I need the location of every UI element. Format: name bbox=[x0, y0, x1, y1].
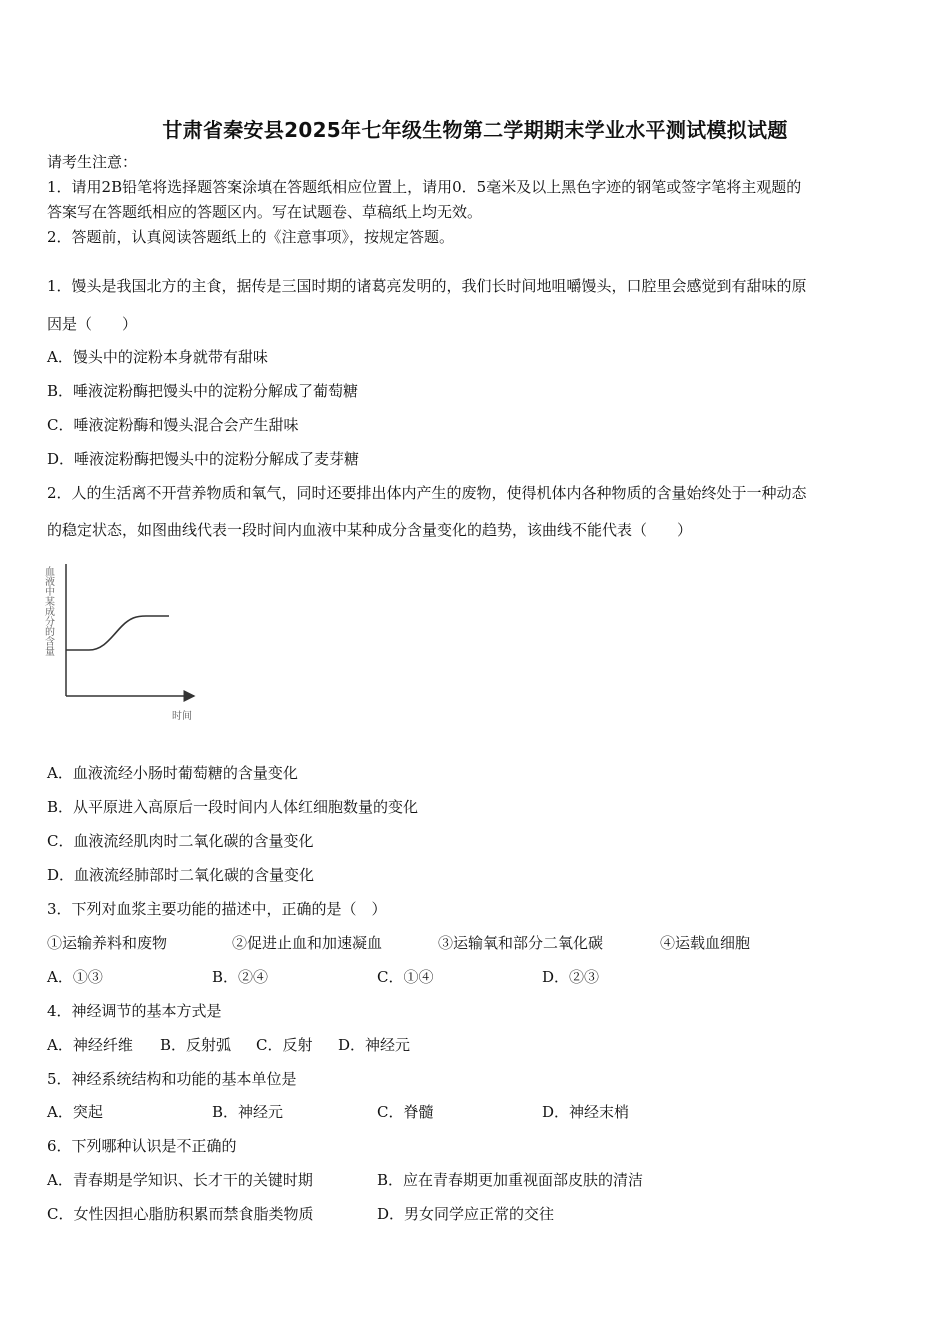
q5-stem: 5．神经系统结构和功能的基本单位是 bbox=[47, 1070, 297, 1088]
q5-option-a: A．突起 bbox=[47, 1103, 103, 1121]
notice-heading: 请考生注意： bbox=[47, 153, 138, 171]
q2-stem-line-2: 的稳定状态，如图曲线代表一段时间内血液中某种成分含量变化的趋势，该曲线不能代表（ ） bbox=[47, 521, 693, 539]
q6-option-d: D．男女同学应正常的交往 bbox=[377, 1205, 555, 1223]
q3-stem: 3．下列对血浆主要功能的描述中，正确的是（ ） bbox=[47, 900, 387, 918]
q3-option-b: B．②④ bbox=[212, 968, 269, 986]
q1-option-d: D．唾液淀粉酶把馒头中的淀粉分解成了麦芽糖 bbox=[47, 450, 360, 468]
graph-x-axis-label: 时间 bbox=[172, 711, 192, 722]
q3-item-2: ②促进止血和加速凝血 bbox=[232, 934, 383, 952]
q4-option-c: C．反射 bbox=[256, 1036, 313, 1054]
q6-option-b: B．应在青春期更加重视面部皮肤的清洁 bbox=[377, 1171, 644, 1189]
q4-option-d: D．神经元 bbox=[338, 1036, 411, 1054]
q4-option-b: B．反射弧 bbox=[160, 1036, 232, 1054]
notice-line-2: 答案写在答题纸相应的答题区内。写在试题卷、草稿纸上均无效。 bbox=[47, 203, 483, 221]
q5-option-d: D．神经末梢 bbox=[542, 1103, 630, 1121]
q2-stem-line-1: 2．人的生活离不开营养物质和氧气，同时还要排出体内产生的废物，使得机体内各种物质的含量始终处于一种动态 bbox=[47, 484, 807, 502]
q3-option-d: D．②③ bbox=[542, 968, 600, 986]
q2-curve-graph bbox=[44, 556, 214, 726]
q5-option-b: B．神经元 bbox=[212, 1103, 284, 1121]
q1-option-a: A．馒头中的淀粉本身就带有甜味 bbox=[47, 348, 268, 366]
q2-option-c: C．血液流经肌肉时二氧化碳的含量变化 bbox=[47, 832, 314, 850]
q3-option-c: C．①④ bbox=[377, 968, 434, 986]
q1-option-b: B．唾液淀粉酶把馒头中的淀粉分解成了葡萄糖 bbox=[47, 382, 359, 400]
q3-item-1: ①运输养料和废物 bbox=[47, 934, 168, 952]
graph-curve bbox=[66, 616, 169, 650]
q3-option-a: A．①③ bbox=[47, 968, 103, 986]
q2-option-d: D．血液流经肺部时二氧化碳的含量变化 bbox=[47, 866, 315, 884]
q3-item-4: ④运载血细胞 bbox=[660, 934, 751, 952]
q1-option-c: C．唾液淀粉酶和馒头混合会产生甜味 bbox=[47, 416, 299, 434]
q2-option-a: A．血液流经小肠时葡萄糖的含量变化 bbox=[47, 764, 298, 782]
q6-option-c: C．女性因担心脂肪积累而禁食脂类物质 bbox=[47, 1205, 314, 1223]
q5-option-c: C．脊髓 bbox=[377, 1103, 434, 1121]
q6-stem: 6．下列哪种认识是不正确的 bbox=[47, 1137, 237, 1155]
q4-stem: 4．神经调节的基本方式是 bbox=[47, 1002, 222, 1020]
notice-line-1: 1．请用2B铅笔将选择题答案涂填在答题纸相应位置上，请用0．5毫米及以上黑色字迹的钢笔或签字笔将主观题的 bbox=[47, 178, 802, 196]
q3-item-3: ③运输氧和部分二氧化碳 bbox=[438, 934, 604, 952]
q2-option-b: B．从平原进入高原后一段时间内人体红细胞数量的变化 bbox=[47, 798, 419, 816]
notice-line-3: 2．答题前，认真阅读答题纸上的《注意事项》，按规定答题。 bbox=[47, 228, 455, 246]
q4-option-a: A．神经纤维 bbox=[47, 1036, 133, 1054]
graph-y-axis-label: 血液中某成分的含量 bbox=[42, 566, 54, 656]
q6-option-a: A．青春期是学知识、长才干的关键时期 bbox=[47, 1171, 313, 1189]
q1-stem-line-2: 因是（ ） bbox=[47, 315, 138, 333]
q1-stem-line-1: 1．馒头是我国北方的主食，据传是三国时期的诸葛亮发明的，我们长时间地咀嚼馒头，口腔里会感觉到有甜味的原 bbox=[47, 277, 807, 295]
page-title: 甘肃省秦安县2025年七年级生物第二学期期末学业水平测试模拟试题 bbox=[162, 118, 788, 142]
